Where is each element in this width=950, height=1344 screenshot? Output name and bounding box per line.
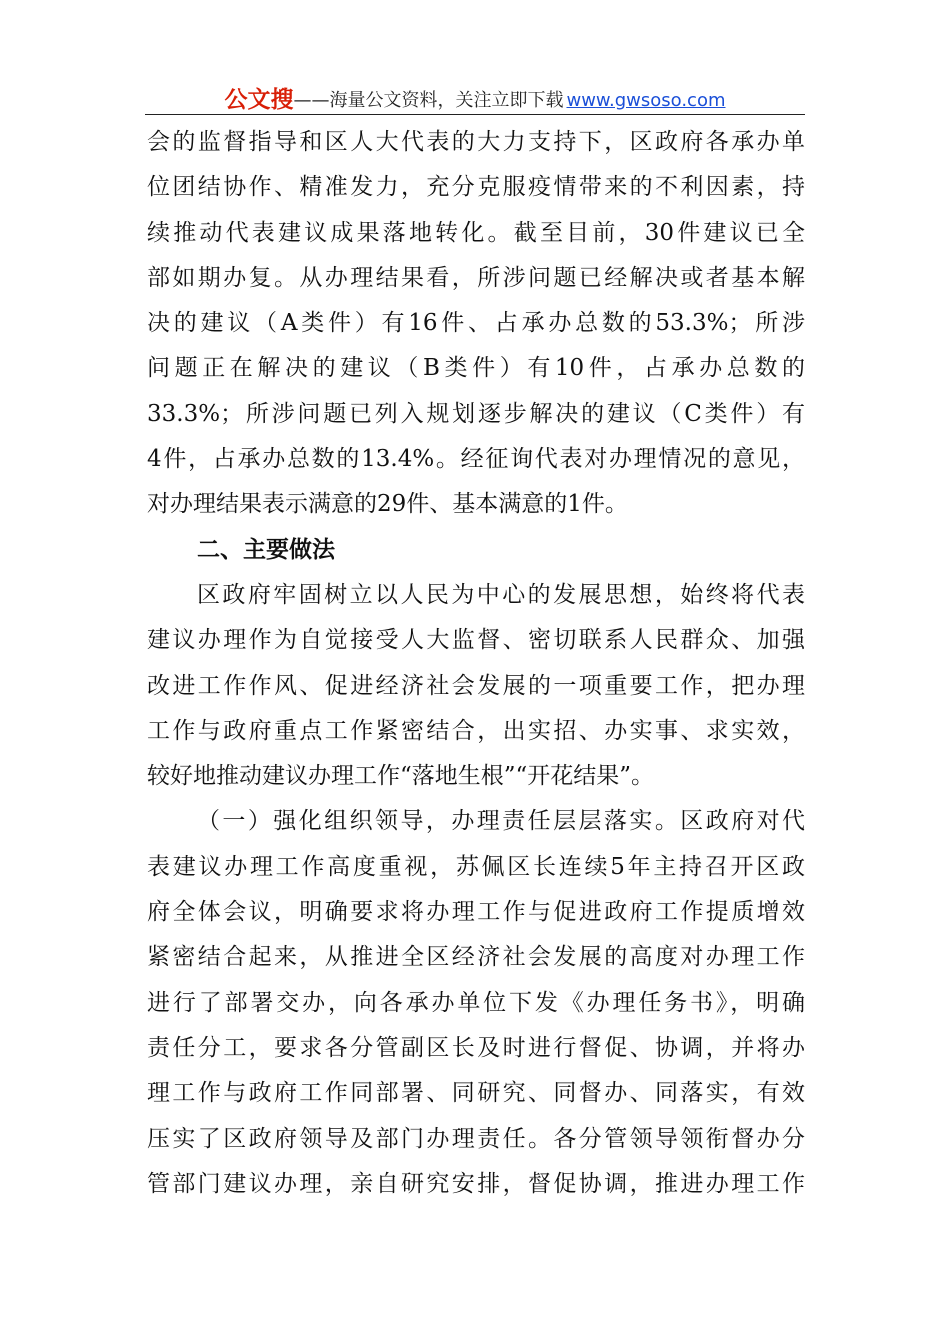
paragraph-line: 对办理结果表示满意的29件、基本满意的1件。 bbox=[147, 491, 628, 518]
paragraph-line: 管部门建议办理，亲自研究安排，督促协调，推进办理工作 bbox=[147, 1170, 805, 1197]
paragraph-line: 区政府牢固树立以人民为中心的发展思想，始终将代表 bbox=[197, 581, 805, 608]
paragraph-line: 部如期办复。从办理结果看，所涉问题已经解决或者基本解 bbox=[147, 264, 805, 291]
paragraph-line: 府全体会议，明确要求将办理工作与促进政府工作提质增效 bbox=[147, 899, 805, 926]
paragraph-line: 责任分工，要求各分管副区长及时进行督促、协调，并将办 bbox=[147, 1034, 805, 1061]
paragraph-line: 位团结协作、精准发力，充分克服疫情带来的不利因素，持 bbox=[147, 174, 805, 201]
paragraph-line: 续推动代表建议成果落地转化。截至目前，30件建议已全 bbox=[147, 219, 805, 246]
paragraph-line: 4件，占承办总数的13.4%。经征询代表对办理情况的意见， bbox=[147, 446, 805, 473]
header-slogan: ——海量公文资料，关注立即下载 bbox=[293, 90, 564, 111]
document-body bbox=[147, 120, 805, 1207]
paragraph-line: 理工作与政府工作同部署、同研究、同督办、同落实，有效 bbox=[147, 1080, 805, 1107]
paragraph-line: 较好地推动建议办理工作“落地生根”“开花结果”。 bbox=[147, 763, 655, 790]
section-heading: 二、主要做法 bbox=[197, 536, 335, 563]
paragraph-line: 表建议办理工作高度重视，苏佩区长连续5年主持召开区政 bbox=[147, 853, 805, 880]
paragraph-line: 建议办理作为自觉接受人大监督、密切联系人民群众、加强 bbox=[147, 627, 805, 654]
brand-logo-text: 公文搜 bbox=[224, 87, 294, 113]
paragraph-line: 问题正在解决的建议（B类件）有10件，占承办总数的 bbox=[147, 355, 805, 382]
paragraph-line: 会的监督指导和区人大代表的大力支持下，区政府各承办单 bbox=[147, 129, 805, 155]
paragraph-line: （一）强化组织领导，办理责任层层落实。区政府对代 bbox=[197, 808, 805, 835]
page-header bbox=[145, 84, 805, 114]
paragraph-line: 紧密结合起来，从推进全区经济社会发展的高度对办理工作 bbox=[147, 944, 805, 971]
paragraph-line: 改进工作作风、促进经济社会发展的一项重要工作，把办理 bbox=[147, 672, 805, 699]
paragraph-line: 工作与政府重点工作紧密结合，出实招、办实事、求实效， bbox=[147, 717, 805, 744]
paragraph-line: 压实了区政府领导及部门办理责任。各分管领导领衔督办分 bbox=[147, 1125, 805, 1152]
paragraph-line: 进行了部署交办，向各承办单位下发《办理任务书》，明确 bbox=[147, 989, 805, 1016]
website-link[interactable]: www.gwsoso.com bbox=[566, 90, 726, 111]
header-divider bbox=[145, 114, 805, 115]
paragraph-line: 决的建议（A类件）有16件、占承办总数的53.3%；所涉 bbox=[147, 310, 805, 337]
paragraph-line: 33.3%；所涉问题已列入规划逐步解决的建议（C类件）有 bbox=[147, 400, 805, 427]
